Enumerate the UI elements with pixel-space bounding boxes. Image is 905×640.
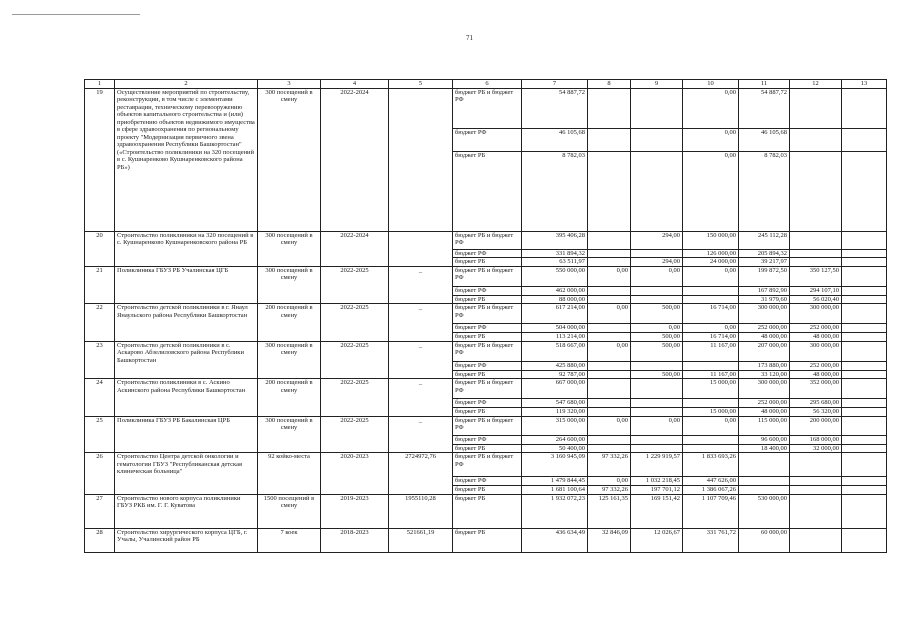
table-cell: 46 105,68 [522, 129, 588, 152]
table-cell: 0,00 [683, 152, 739, 232]
table-header-row [85, 80, 887, 89]
table-cell: _ [389, 304, 453, 341]
table-row [85, 304, 887, 324]
table-cell [790, 486, 842, 494]
table-cell: 2724972,76 [389, 453, 453, 494]
table-cell [842, 89, 887, 129]
table-cell [389, 89, 453, 232]
table-cell [588, 129, 631, 152]
table-cell: 2019-2023 [321, 494, 389, 528]
table-cell [588, 152, 631, 232]
table-cell [588, 370, 631, 378]
table-cell: 2022-2025 [321, 341, 389, 378]
header-cell: 9 [631, 80, 683, 89]
table-cell [631, 129, 683, 152]
table-cell: 207 000,00 [739, 341, 790, 361]
table-cell [790, 232, 842, 250]
table-cell: Строительство поликлиники в с. Аскино Аскинского района Республики Башкортостан [115, 379, 258, 416]
table-cell: 2022-2024 [321, 232, 389, 267]
table-cell: 0,00 [683, 129, 739, 152]
table-cell: бюджет РФ [453, 129, 522, 152]
table-cell: 447 626,00 [683, 477, 739, 486]
table-cell: 0,00 [631, 266, 683, 286]
table-cell: 2022-2024 [321, 89, 389, 232]
table-cell: 294 107,10 [790, 286, 842, 295]
table-cell: 56 020,40 [790, 295, 842, 303]
table-cell: 462 000,00 [522, 286, 588, 295]
table-cell: 2022-2025 [321, 416, 389, 452]
table-cell: Строительство поликлиники на 320 посещений в с. Кушнаренково Кушнаренковского района РБ [115, 232, 258, 267]
table-cell: 8 782,03 [739, 152, 790, 232]
table-cell: 500,00 [631, 341, 683, 361]
table-cell: 28 [85, 528, 115, 552]
table-cell: бюджет РБ и бюджет РФ [453, 341, 522, 361]
table-cell: 63 511,97 [522, 258, 588, 266]
table-cell: 1 932 072,23 [522, 494, 588, 528]
table-cell [631, 361, 683, 370]
table-cell [790, 494, 842, 528]
table-cell: 11 167,00 [683, 370, 739, 378]
table-cell [683, 286, 739, 295]
table-row [85, 266, 887, 286]
table-cell [588, 333, 631, 341]
table-cell: 205 894,32 [739, 250, 790, 258]
table-cell: 16 714,00 [683, 333, 739, 341]
table-cell [842, 528, 887, 552]
table-cell: 352 000,00 [790, 379, 842, 399]
table-cell: 15 000,00 [683, 408, 739, 416]
table-cell: 16 714,00 [683, 304, 739, 324]
table-cell: 1 386 067,26 [683, 486, 739, 494]
table-cell: 0,00 [588, 304, 631, 324]
table-cell [842, 416, 887, 435]
table-cell: 25 [85, 416, 115, 452]
table-cell: 167 892,90 [739, 286, 790, 295]
table-cell: бюджет РФ [453, 399, 522, 408]
table-cell: 1 032 218,45 [631, 477, 683, 486]
table-cell: 294,00 [631, 232, 683, 250]
table-cell: бюджет РБ и бюджет РФ [453, 379, 522, 399]
table-cell: Строительство нового корпуса поликлиники ГБУЗ РКБ им. Г. Г. Куватова [115, 494, 258, 528]
table-cell [842, 333, 887, 341]
table-cell: 518 667,00 [522, 341, 588, 361]
table-cell: бюджет РБ [453, 295, 522, 303]
table-cell [588, 324, 631, 333]
table-cell [631, 444, 683, 452]
table-cell: Строительство Центра детской онкологии и гематологии ГБУЗ "Республиканская детская клиническая больница" [115, 453, 258, 494]
table-cell: 0,00 [631, 324, 683, 333]
table-cell [842, 232, 887, 250]
header-cell: 11 [739, 80, 790, 89]
table-cell [842, 494, 887, 528]
table-cell [842, 258, 887, 266]
table-cell: Строительство хирургического корпуса ЦГБ, г. Учалы, Учалинский район РБ [115, 528, 258, 552]
table-cell [588, 444, 631, 452]
table-cell: 96 600,00 [739, 435, 790, 444]
table-cell: 252 000,00 [739, 324, 790, 333]
table-cell: 88 000,00 [522, 295, 588, 303]
table-cell [631, 408, 683, 416]
header-cell: 8 [588, 80, 631, 89]
table-cell: 1 107 709,46 [683, 494, 739, 528]
table-cell [588, 408, 631, 416]
table-cell: 504 000,00 [522, 324, 588, 333]
table-cell [389, 232, 453, 267]
table-cell: 22 [85, 304, 115, 341]
table-cell: 0,00 [588, 266, 631, 286]
table-cell: бюджет РБ и бюджет РФ [453, 304, 522, 324]
table-cell: 300 000,00 [790, 341, 842, 361]
table-cell: 500,00 [631, 333, 683, 341]
table-cell: 252 000,00 [790, 361, 842, 370]
table-cell: бюджет РБ [453, 370, 522, 378]
table-cell: 115 000,00 [739, 416, 790, 435]
table-cell [842, 379, 887, 399]
table-cell [790, 258, 842, 266]
table-cell [683, 435, 739, 444]
table-cell [683, 361, 739, 370]
table-cell: 530 000,00 [739, 494, 790, 528]
table-cell [790, 453, 842, 477]
table-cell: 126 000,00 [683, 250, 739, 258]
table-cell [588, 232, 631, 250]
table-cell: бюджет РБ [453, 494, 522, 528]
header-cell: 3 [258, 80, 321, 89]
table-cell: 547 680,00 [522, 399, 588, 408]
table-cell: бюджет РБ и бюджет РФ [453, 453, 522, 477]
table-cell: 92 787,00 [522, 370, 588, 378]
table-cell: 395 406,28 [522, 232, 588, 250]
table-row [85, 89, 887, 129]
table-cell: бюджет РФ [453, 477, 522, 486]
table-cell: 300 000,00 [739, 304, 790, 324]
table-cell: _ [389, 341, 453, 378]
table-cell [842, 408, 887, 416]
table-cell: 27 [85, 494, 115, 528]
header-cell: 1 [85, 80, 115, 89]
table-cell: 19 [85, 89, 115, 232]
table-row [85, 232, 887, 250]
table-cell: бюджет РБ [453, 444, 522, 452]
table-cell: 315 000,00 [522, 416, 588, 435]
table-cell: 200 посещений в смену [258, 379, 321, 416]
table-cell: 0,00 [631, 416, 683, 435]
table-cell: 33 120,00 [739, 370, 790, 378]
table-cell [842, 266, 887, 286]
table-cell: 24 000,00 [683, 258, 739, 266]
table-cell: 0,00 [683, 89, 739, 129]
table-cell [790, 250, 842, 258]
table-cell: 48 000,00 [790, 333, 842, 341]
table-cell: 23 [85, 341, 115, 378]
table-cell: 300 посещений в смену [258, 266, 321, 303]
table-cell: 199 872,50 [739, 266, 790, 286]
table-row [85, 416, 887, 435]
table-cell: бюджет РФ [453, 361, 522, 370]
table-cell [739, 477, 790, 486]
table-cell: 300 000,00 [739, 379, 790, 399]
table-cell: 0,00 [683, 324, 739, 333]
table-cell [842, 152, 887, 232]
table-cell [790, 477, 842, 486]
table-cell: 7 коек [258, 528, 321, 552]
table-cell: 92 койко-места [258, 453, 321, 494]
table-cell: 32 000,00 [790, 444, 842, 452]
table-cell: 521661,19 [389, 528, 453, 552]
table-cell: 300 посещений в смену [258, 341, 321, 378]
table-cell: 1500 посещений в смену [258, 494, 321, 528]
table-cell: 295 680,00 [790, 399, 842, 408]
table-cell [631, 250, 683, 258]
table-cell [842, 361, 887, 370]
table-cell: 550 000,00 [522, 266, 588, 286]
table-cell [790, 129, 842, 152]
table-cell: 31 979,60 [739, 295, 790, 303]
header-cell: 13 [842, 80, 887, 89]
table-row [85, 341, 887, 361]
table-cell [631, 435, 683, 444]
table-cell [631, 89, 683, 129]
table-cell: 294,00 [631, 258, 683, 266]
table-cell: бюджет РБ [453, 333, 522, 341]
table-cell: 0,00 [683, 416, 739, 435]
table-cell: 500,00 [631, 370, 683, 378]
table-cell: 24 [85, 379, 115, 416]
table-cell [842, 486, 887, 494]
table-cell: 11 167,00 [683, 341, 739, 361]
table-cell: 32 846,09 [588, 528, 631, 552]
table-cell: 119 320,00 [522, 408, 588, 416]
table-cell: 56 320,00 [790, 408, 842, 416]
header-rule [12, 14, 140, 15]
table-row [85, 453, 887, 477]
table-cell: 300 посещений в смену [258, 416, 321, 452]
table-cell: Осуществление мероприятий по строительству, реконструкции, в том числе с элементами реставрации, техническому перевооружению объектов капитального строительства и (или) приобретению объектов недвижимого имущества в сфере здравоохранения по региональному проекту "Модернизация первичного звена здравоохранения Республики Башкортостан" («Строительство поликлиники на 320 посещений в с. Кушнаренково Кушнаренковского района РБ») [115, 89, 258, 232]
table-cell [683, 399, 739, 408]
table-cell: 2022-2025 [321, 379, 389, 416]
table-cell [631, 399, 683, 408]
table-cell: 8 782,03 [522, 152, 588, 232]
table-cell: 20 [85, 232, 115, 267]
table-cell: 0,00 [588, 416, 631, 435]
table-cell: 15 000,00 [683, 379, 739, 399]
table-cell: 0,00 [588, 477, 631, 486]
table-cell: бюджет РБ [453, 528, 522, 552]
table-cell: 48 000,00 [790, 370, 842, 378]
table-cell: бюджет РФ [453, 324, 522, 333]
table-cell: 54 887,72 [522, 89, 588, 129]
table-cell: 500,00 [631, 304, 683, 324]
table-cell: бюджет РБ [453, 258, 522, 266]
table-cell: 2020-2023 [321, 453, 389, 494]
table-cell: 2018-2023 [321, 528, 389, 552]
table-cell: 436 634,49 [522, 528, 588, 552]
table-cell: 1 229 919,57 [631, 453, 683, 477]
budget-table [84, 79, 887, 553]
table-cell [842, 370, 887, 378]
table-cell [588, 89, 631, 129]
table-cell: 125 161,35 [588, 494, 631, 528]
table-cell: бюджет РБ и бюджет РФ [453, 232, 522, 250]
table-cell: 46 105,68 [739, 129, 790, 152]
table-cell: 264 600,00 [522, 435, 588, 444]
table-cell [739, 453, 790, 477]
table-cell: 169 151,42 [631, 494, 683, 528]
header-cell: 2 [115, 80, 258, 89]
table-cell: _ [389, 416, 453, 452]
table-cell [790, 152, 842, 232]
table-cell: 173 880,00 [739, 361, 790, 370]
table-cell: 425 880,00 [522, 361, 588, 370]
table-cell [790, 89, 842, 129]
table-cell: 1 681 100,64 [522, 486, 588, 494]
table-cell [842, 324, 887, 333]
header-cell: 5 [389, 80, 453, 89]
table-cell: 113 214,00 [522, 333, 588, 341]
table-cell [842, 435, 887, 444]
table-row [85, 528, 887, 552]
table-cell: 0,00 [588, 341, 631, 361]
table-cell [683, 444, 739, 452]
table-cell [842, 399, 887, 408]
table-cell: 1 833 693,26 [683, 453, 739, 477]
table-cell: 300 посещений в смену [258, 232, 321, 267]
table-cell: Поликлиника ГБУЗ РБ Бакалинская ЦРБ [115, 416, 258, 452]
table-cell: 331 894,32 [522, 250, 588, 258]
table-cell: 3 160 945,09 [522, 453, 588, 477]
table-cell [739, 486, 790, 494]
table-cell: 350 127,50 [790, 266, 842, 286]
table-cell: 252 000,00 [739, 399, 790, 408]
table-cell: 54 887,72 [739, 89, 790, 129]
table-cell [842, 286, 887, 295]
table-cell [842, 341, 887, 361]
table-cell: 331 761,72 [683, 528, 739, 552]
table-cell: 300 посещений в смену [258, 89, 321, 232]
table-cell [631, 286, 683, 295]
table-cell: 60 000,00 [739, 528, 790, 552]
table-cell: 97 332,26 [588, 453, 631, 477]
table-cell: 48 000,00 [739, 408, 790, 416]
table-cell [588, 250, 631, 258]
table-cell [588, 379, 631, 399]
table-cell: 39 217,97 [739, 258, 790, 266]
table-cell: бюджет РФ [453, 250, 522, 258]
table-cell: 200 посещений в смену [258, 304, 321, 341]
table-cell: бюджет РФ [453, 435, 522, 444]
table-cell: 48 000,00 [739, 333, 790, 341]
table-cell: 50 400,00 [522, 444, 588, 452]
header-cell: 7 [522, 80, 588, 89]
table-cell [588, 286, 631, 295]
table-cell: 150 000,00 [683, 232, 739, 250]
table-cell [842, 304, 887, 324]
table-cell: 252 000,00 [790, 324, 842, 333]
table-cell: 667 000,00 [522, 379, 588, 399]
table-cell [842, 444, 887, 452]
table-cell: 18 400,00 [739, 444, 790, 452]
table-cell [588, 399, 631, 408]
table-cell [588, 295, 631, 303]
table-cell: 0,00 [683, 266, 739, 286]
header-cell: 4 [321, 80, 389, 89]
table-cell: бюджет РБ [453, 408, 522, 416]
table-cell [842, 477, 887, 486]
table-cell: 1 479 844,45 [522, 477, 588, 486]
table-cell: 97 332,26 [588, 486, 631, 494]
table-cell: _ [389, 379, 453, 416]
table-cell [631, 295, 683, 303]
table-cell: 26 [85, 453, 115, 494]
header-cell: 12 [790, 80, 842, 89]
header-cell: 10 [683, 80, 739, 89]
table-cell [842, 129, 887, 152]
table-cell: 200 000,00 [790, 416, 842, 435]
table-cell [588, 435, 631, 444]
table-row [85, 379, 887, 399]
table-cell: бюджет РФ [453, 286, 522, 295]
table-cell: Поликлиника ГБУЗ РБ Учалинская ЦГБ [115, 266, 258, 303]
table-cell: 300 000,00 [790, 304, 842, 324]
table-cell [631, 152, 683, 232]
table-cell: бюджет РБ и бюджет РФ [453, 266, 522, 286]
table-cell: бюджет РБ и бюджет РФ [453, 416, 522, 435]
table-cell: 245 112,28 [739, 232, 790, 250]
table-cell: _ [389, 266, 453, 303]
table-cell: 197 701,12 [631, 486, 683, 494]
table-cell [842, 295, 887, 303]
table-cell: 2022-2025 [321, 266, 389, 303]
table-cell [588, 258, 631, 266]
table-cell: Строительство детской поликлиники в г. Янаул Янаульского района Республики Башкортостан [115, 304, 258, 341]
table-cell [588, 361, 631, 370]
table-cell [683, 295, 739, 303]
table-cell [842, 250, 887, 258]
table-cell: 21 [85, 266, 115, 303]
table-cell [790, 528, 842, 552]
table-cell [631, 379, 683, 399]
table-cell: бюджет РБ и бюджет РФ [453, 89, 522, 129]
table-body [85, 80, 887, 553]
header-cell: 6 [453, 80, 522, 89]
table-cell: Строительство детской поликлиники в с. Аскарово Абзелиловского района Республики Башкортостан [115, 341, 258, 378]
page-number: 71 [466, 34, 473, 42]
table-cell: 12 026,67 [631, 528, 683, 552]
table-cell: 2022-2025 [321, 304, 389, 341]
table-cell: бюджет РБ [453, 152, 522, 232]
table-row [85, 494, 887, 528]
table-cell: бюджет РБ [453, 486, 522, 494]
table-cell: 617 214,00 [522, 304, 588, 324]
table-cell [842, 453, 887, 477]
table-cell: 1955110,28 [389, 494, 453, 528]
table-cell: 168 000,00 [790, 435, 842, 444]
